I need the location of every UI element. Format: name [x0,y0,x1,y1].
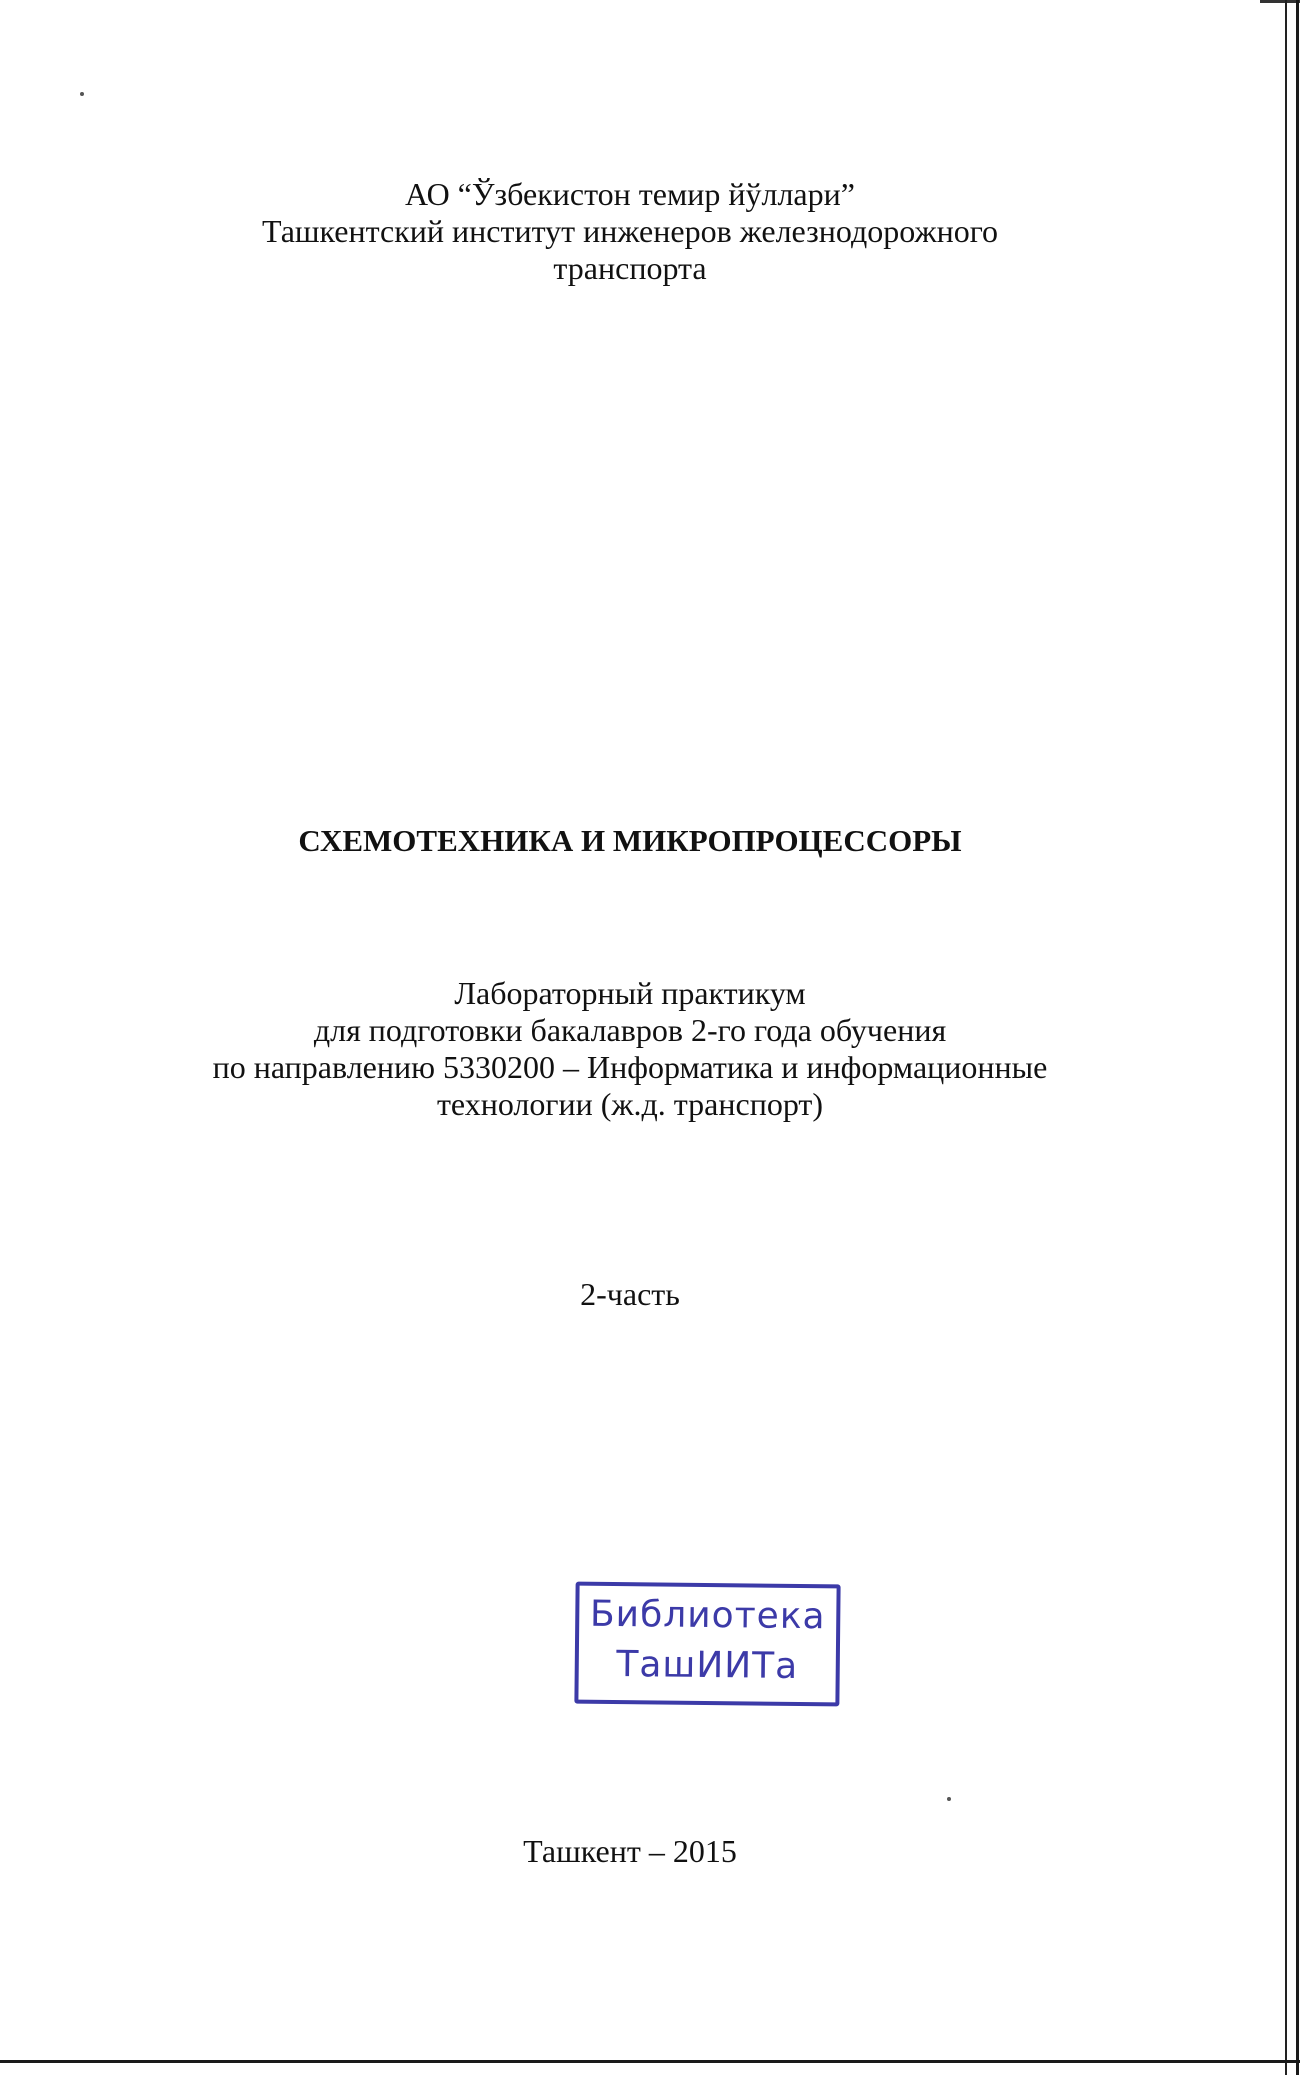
scan-edge-right [1285,0,1287,2075]
subtitle-type: Лабораторный практикум [454,975,806,1011]
stamp-line-institute: ТашИИТа [616,1644,799,1687]
header-institute: Ташкентский институт инженеров железнодорожного [261,213,999,249]
document-subtitle [0,975,1260,1123]
scan-edge-right-outer [1296,0,1299,2075]
scan-speck [80,92,84,96]
library-stamp [574,1582,840,1707]
subtitle-direction: по направлению 5330200 – Информатика и информационные [212,1049,1048,1085]
header-organization: АО “Ўзбекистон темир йўллари” [405,176,855,212]
stamp-line-library: Библиотека [589,1593,826,1638]
place-and-year [0,1833,1260,1870]
publisher-header [0,176,1260,287]
footer-city-year: Ташкент – 2015 [523,1833,737,1869]
subtitle-audience: для подготовки бакалавров 2-го года обучения [313,1012,947,1048]
document-title: СХЕМОТЕХНИКА И МИКРОПРОЦЕССОРЫ [298,823,962,858]
part-number [0,1276,1260,1313]
scan-edge-top [1260,0,1300,3]
scan-speck [947,1797,951,1801]
header-institute-cont: транспорта [553,250,707,286]
scan-edge-bottom [0,2060,1300,2063]
subtitle-direction-cont: технологии (ж.д. транспорт) [436,1086,824,1122]
part-label: 2-часть [580,1276,680,1312]
